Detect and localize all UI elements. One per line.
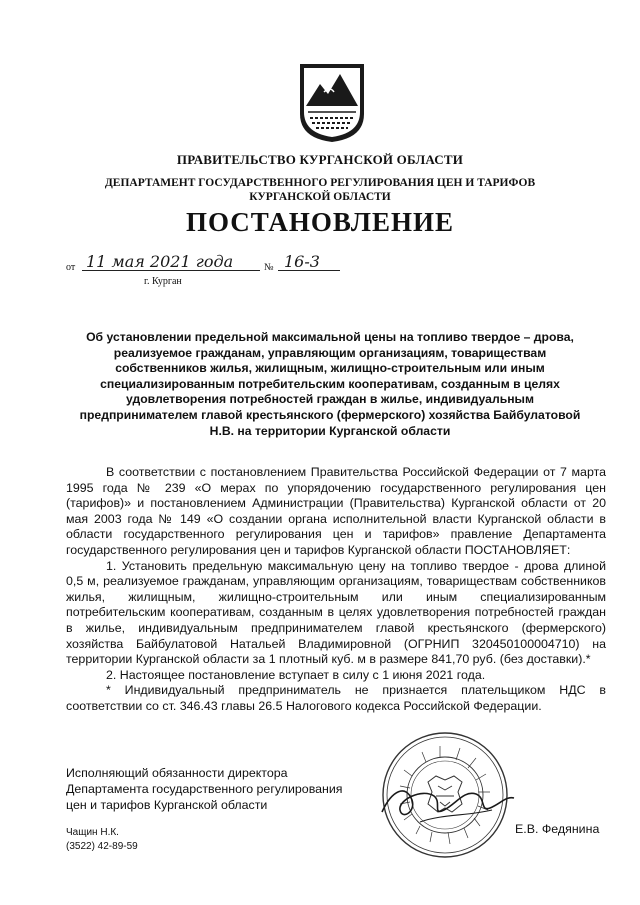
document-body: [66, 465, 606, 715]
city-label: г. Курган: [144, 276, 182, 287]
executor-phone: (3522) 42-89-59: [66, 841, 138, 852]
document-type-title: ПОСТАНОВЛЕНИЕ: [185, 207, 455, 237]
date-number-line: [66, 250, 346, 290]
coat-of-arms-emblem: [296, 62, 368, 144]
date-underline: [82, 270, 260, 271]
executor-name: Чащин Н.К.: [66, 827, 119, 838]
body-paragraph-item-2: 2. Настоящее постановление вступает в силу с 1 июня 2021 года.: [106, 667, 486, 682]
body-paragraph-footnote: * Индивидуальный предприниматель не признается плательщиком НДС в соответствии со ст. 346.43 главы 26.5 Налогового кодекса Российской Федерации.: [66, 683, 606, 713]
handwritten-signature: [372, 760, 522, 840]
number-underline: [278, 270, 340, 271]
handwritten-date: 11 мая 2021 года: [86, 252, 234, 271]
government-title: ПРАВИТЕЛЬСТВО КУРГАНСКОЙ ОБЛАСТИ: [176, 152, 464, 167]
executor-info: [66, 826, 138, 854]
body-paragraph-item-1: 1. Установить предельную максимальную цену на топливо твердое - дрова длиной 0,5 м, реализуемое гражданам, управляющим организациям, товариществам собственников жилья, жилищным, жилищно-строительным или иным специализированным потребительским кооперативам, созданным в целях удовлетворения потребностей граждан в жилье, индивидуальным предпринимателем главой крестьянского (фермерского) хозяйства Байбулатовой Натальей Владимировной (ОГРНИП 320450100004710) на территории Курганской области за 1 плотный куб. м в размере 841,70 руб. (без доставки).*: [66, 558, 606, 667]
handwritten-number: 16-3: [284, 252, 320, 271]
signatory-position: Исполняющий обязанности директора Департамента государственного регулирования цен и тарифов Курганской области: [66, 766, 343, 812]
department-title: ДЕПАРТАМЕНТ ГОСУДАРСТВЕННОГО РЕГУЛИРОВАНИЯ ЦЕН И ТАРИФОВ КУРГАНСКОЙ ОБЛАСТИ: [104, 177, 536, 203]
signatory-name: Е.В. Федянина: [515, 822, 600, 836]
body-paragraph-preamble: В соответствии с постановлением Правительства Российской Федерации от 7 марта 1995 года № 239 «О мерах по упорядочению государственного регулирования цен (тарифов)» и постановлением Администрации (Правительства) Курганской области от 20 мая 2003 года № 149 «О создании органа исполнительной власти Курганской области в области государственного регулирования цен и тарифов» правление Департамента государственного регулирования цен и тарифов Курганской области ПОСТАНОВЛЯЕТ:: [66, 465, 606, 557]
date-from-label: от: [66, 262, 76, 273]
document-subject: Об установлении предельной максимальной цены на топливо твердое – дрова, реализуемое гражданам, управляющим организациям, товариществам собственников жилья, жилищным, жилищно-строительным или иным специализированным потребительским кооперативам, созданным в целях удовлетворения потребностей граждан в жилье, индивидуальным предпринимателем главой крестьянского (фермерского) хозяйства Байбулатовой Н.В. на территории Курганской области: [79, 330, 581, 438]
number-label: №: [264, 262, 274, 273]
